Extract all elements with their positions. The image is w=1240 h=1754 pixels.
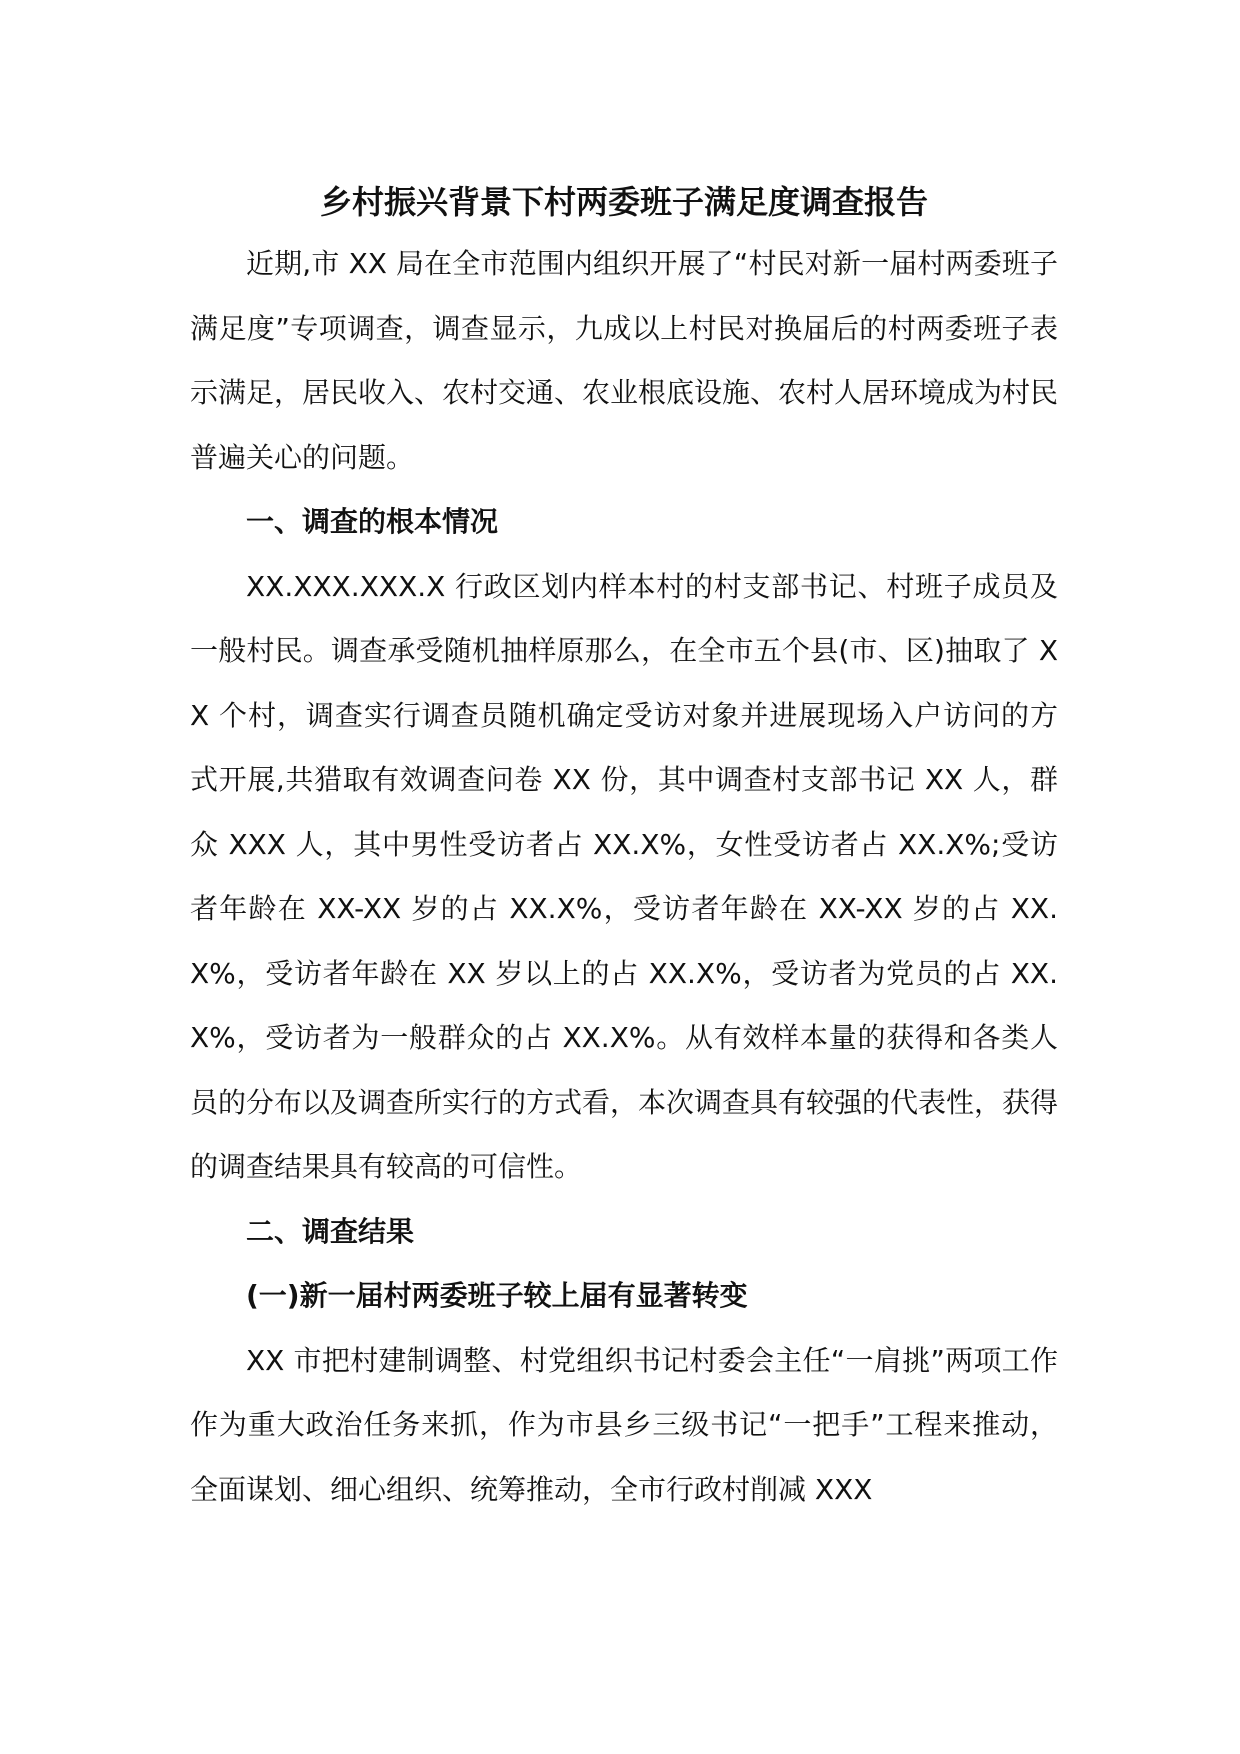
document-title: 乡村振兴背景下村两委班子满足度调查报告 xyxy=(319,183,928,221)
document-page xyxy=(190,172,1058,1522)
section-heading-basic-situation: 一、调查的根本情况 xyxy=(246,505,499,538)
survey-method-paragraph: XX.XXX.XXX.X 行政区划内样本村的村支部书记、村班子成员及一般村民。调查承受随机抽样原那么，在全市五个县(市、区)抽取了 XX 个村，调查实行调查员随机确定受访对象并进展现场入户访问的方式开展,共猎取有效调查问卷 XX 份，其中调查村支部书记 XX 人，群众 XXX 人，其中男性受访者占 XX.X%，女性受访者占 XX.X%;受访者年龄在 XX-XX 岁的占 XX.X%，受访者年龄在 XX-XX 岁的占 XX.X%，受访者年龄在 XX 岁以上的占 XX.X%，受访者为党员的占 XX.X%，受访者为一般群众的占 XX.X%。从有效样本量的获得和各类人员的分布以及调查所实行的方式看，本次调查具有较强的代表性，获得的调查结果具有较高的可信性。 xyxy=(190,569,1059,1183)
section-heading-survey-results: 二、调查结果 xyxy=(246,1214,415,1248)
reform-paragraph: XX 市把村建制调整、村党组织书记村委会主任“一肩挑”两项工作作为重大政治任务来抓，作为市县乡三级书记“一把手”工程来推动，全面谋划、细心组织、统筹推动，全市行政村削减 XXX xyxy=(190,1343,1058,1506)
intro-paragraph: 近期,市 XX 局在全市范围内组织开展了“村民对新一届村两委班子满足度”专项调查，调查显示，九成以上村民对换届后的村两委班子表示满足，居民收入、农村交通、农业根底设施、农村人居环境成为村民普遍关心的问题。 xyxy=(190,247,1059,474)
subsection-heading-significant-change: (一)新一届村两委班子较上届有显著转变 xyxy=(246,1279,748,1312)
